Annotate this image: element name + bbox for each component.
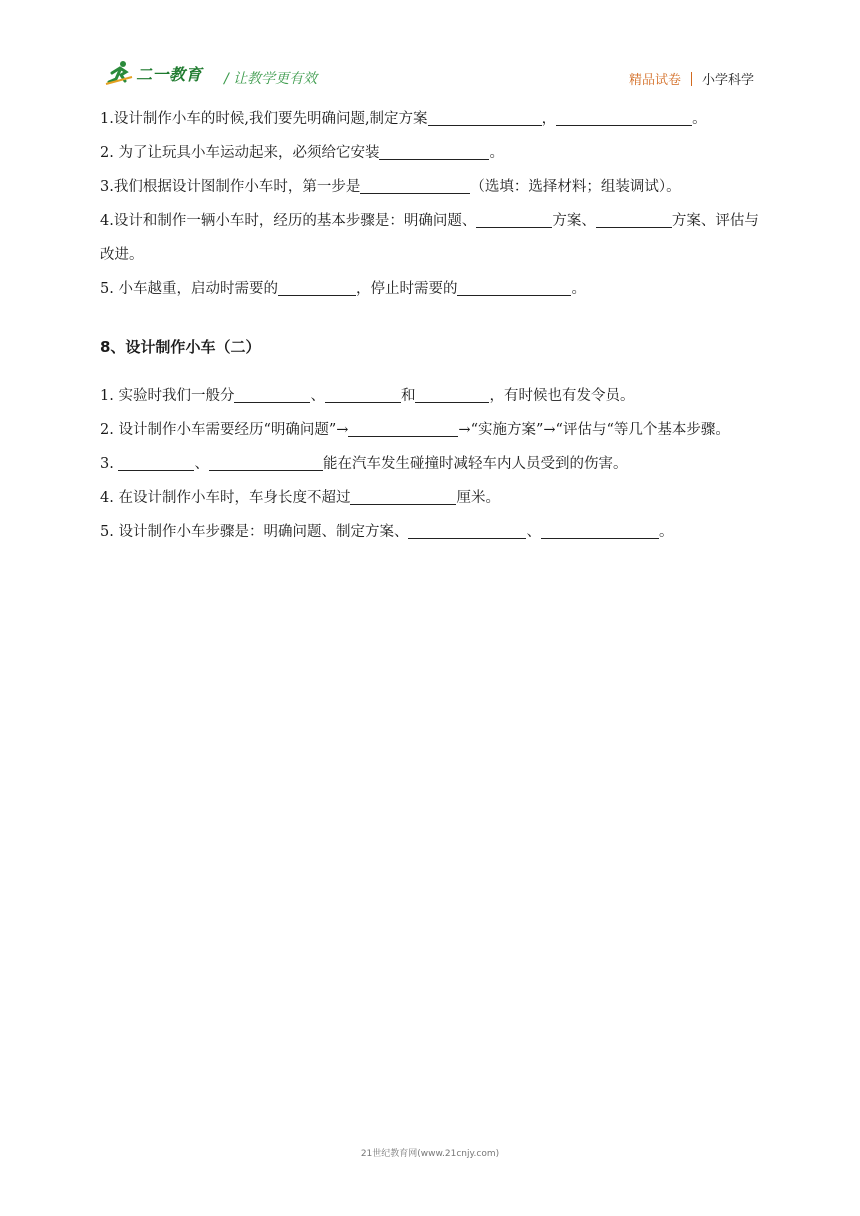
question-text: 。: [571, 281, 586, 297]
page-footer: 21世纪教育网(www.21cnjy.com): [360, 1149, 500, 1159]
question-text: 5. 小车越重，启动时需要的: [100, 281, 278, 297]
question-text: 3.我们根据设计图制作小车时，第一步是: [100, 179, 361, 195]
answer-blank[interactable]: [278, 279, 356, 296]
question-1-2: [100, 136, 770, 170]
answer-blank[interactable]: [348, 420, 458, 437]
question-2-2: [100, 413, 770, 447]
answer-blank[interactable]: [379, 143, 489, 160]
question-text: 4. 在设计制作小车时，车身长度不超过: [100, 490, 351, 506]
question-text: →“实施方案”→“评估与“等几个基本步骤。: [458, 422, 730, 438]
question-text: 能在汽车发生碰撞时减轻车内人员受到的伤害。: [322, 456, 628, 472]
answer-blank[interactable]: [556, 109, 692, 126]
slogan: / 让教学更有效: [224, 71, 318, 87]
question-1-5: [100, 272, 770, 306]
answer-blank[interactable]: [596, 211, 672, 228]
page-header: [104, 56, 764, 96]
question-2-5: [100, 515, 770, 549]
question-text: 。: [489, 145, 504, 161]
question-text: ，: [541, 111, 557, 127]
question-text: 。: [692, 111, 707, 127]
section-title: 8、设计制作小车（二）: [100, 338, 261, 356]
answer-blank[interactable]: [541, 522, 659, 539]
question-text: 、: [194, 456, 209, 472]
question-text: 1. 实验时我们一般分: [100, 388, 235, 404]
answer-blank[interactable]: [234, 386, 310, 403]
answer-blank[interactable]: [415, 386, 489, 403]
logo: [104, 58, 202, 88]
question-text: ，有时候也有发令员。: [489, 388, 635, 404]
question-text: 1.设计制作小车的时候,我们要先明确问题,制定方案: [100, 111, 428, 127]
question-text: 厘米。: [456, 490, 500, 506]
question-text: 2. 设计制作小车需要经历“明确问题”→: [100, 422, 349, 438]
answer-blank[interactable]: [118, 454, 194, 471]
question-text: （选填：选择材料；组装调试）。: [470, 179, 681, 195]
question-text: 、: [310, 388, 325, 404]
question-1-3: [100, 170, 770, 204]
answer-blank[interactable]: [476, 211, 552, 228]
question-text: 方案、评估与改进。: [100, 213, 759, 263]
question-2-4: [100, 481, 770, 515]
question-1-1: [100, 102, 770, 136]
question-2-3: [100, 447, 770, 481]
logo-text: 二一教育: [136, 64, 203, 84]
question-text: 2. 为了让玩具小车运动起来，必须给它安装: [100, 145, 380, 161]
answer-blank[interactable]: [457, 279, 571, 296]
question-text: 。: [658, 524, 674, 540]
answer-blank[interactable]: [360, 177, 470, 194]
header-divider: [691, 72, 692, 86]
question-text: 5. 设计制作小车步骤是：明确问题、制定方案、: [100, 524, 409, 540]
question-text: 3.: [100, 456, 119, 472]
question-1-4: [100, 204, 770, 272]
answer-blank[interactable]: [209, 454, 323, 471]
question-text: 、: [526, 524, 541, 540]
paper-tag: 精品试卷: [628, 73, 681, 88]
runner-logo-icon: [104, 59, 134, 87]
question-text: ，停止时需要的: [355, 281, 458, 297]
question-text: 方案、: [552, 213, 596, 229]
worksheet-body: [100, 102, 770, 549]
subject-label: 小学科学: [701, 73, 754, 88]
question-text: 4.设计和制作一辆小车时，经历的基本步骤是：明确问题、: [100, 213, 477, 229]
answer-blank[interactable]: [325, 386, 401, 403]
question-text: 和: [400, 388, 416, 404]
question-2-1: [100, 379, 770, 413]
header-right: [629, 69, 754, 88]
answer-blank[interactable]: [428, 109, 542, 126]
answer-blank[interactable]: [408, 522, 526, 539]
answer-blank[interactable]: [350, 488, 456, 505]
